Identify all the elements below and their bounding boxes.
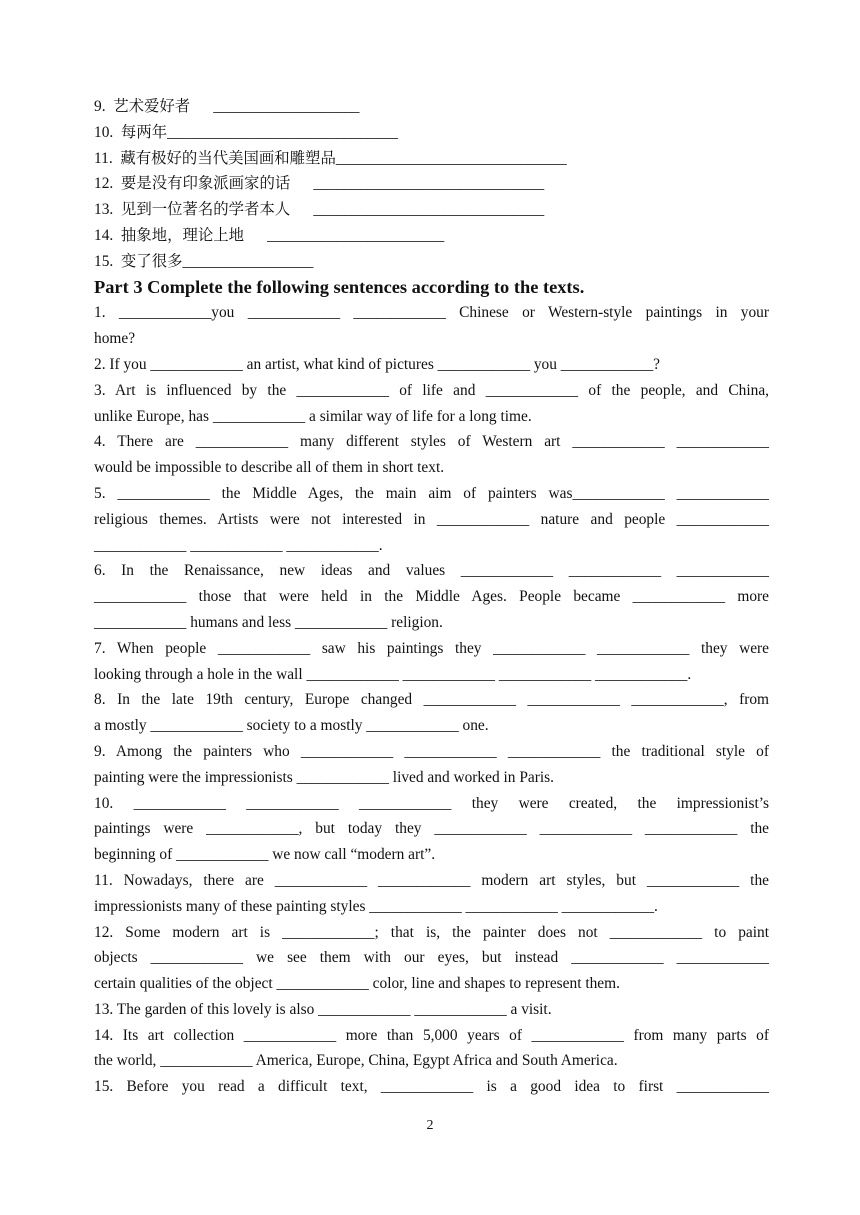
- part3-sentences: [94, 300, 769, 1100]
- part3-line: 11. Nowadays, there are ____________ ____________ modern art styles, but ____________ the: [94, 871, 769, 889]
- part3-line: religious themes. Artists were not interested in ____________ nature and people ____________: [94, 510, 769, 528]
- part3-line: 10. ____________ ____________ ____________ they were created, the impressionist’s: [94, 794, 769, 812]
- part3-line: 7. When people ____________ saw his paintings they ____________ ____________ they were: [94, 639, 769, 657]
- part3-heading: Part 3 Complete the following sentences according to the texts.: [94, 276, 585, 297]
- part3-line: 3. Art is influenced by the ____________ of life and ____________ of the people, and China,: [94, 381, 769, 399]
- part3-line: objects ____________ we see them with our eyes, but instead ____________ ____________: [94, 949, 769, 967]
- part3-line: certain qualities of the object ____________ color, line and shapes to represent them.: [94, 975, 620, 993]
- part2-item-12: 12. 要是没有印象派画家的话 ______________________________: [94, 175, 545, 193]
- part3-line: 2. If you ____________ an artist, what kind of pictures ____________ you ____________?: [94, 355, 660, 373]
- part2-item-14: 14. 抽象地，理论上地 _______________________: [94, 226, 445, 244]
- part2-item-10: 10. 每两年______________________________: [94, 123, 398, 141]
- part3-line: 14. Its art collection ____________ more than 5,000 years of ____________ from many parts of: [94, 1026, 769, 1044]
- part3-line: beginning of ____________ we now call “modern art”.: [94, 846, 436, 864]
- part2-item-13: 13. 见到一位著名的学者本人 ______________________________: [94, 201, 545, 219]
- worksheet-page: [94, 94, 769, 1100]
- part3-line: 4. There are ____________ many different styles of Western art ____________ ____________: [94, 433, 769, 451]
- part3-line: ____________ humans and less ____________ religion.: [94, 613, 443, 631]
- part3-line: ____________ ____________ ____________.: [94, 536, 383, 554]
- part3-line: the world, ____________ America, Europe, China, Egypt Africa and South America.: [94, 1052, 618, 1070]
- part3-line: 15. Before you read a difficult text, ____________ is a good idea to first ____________: [94, 1078, 769, 1096]
- part3-line: 9. Among the painters who ____________ ____________ ____________ the traditional style of: [94, 742, 769, 760]
- part3-line: impressionists many of these painting styles ____________ ____________ ____________.: [94, 897, 658, 915]
- part3-line: 8. In the late 19th century, Europe changed ____________ ____________ ____________, from: [94, 691, 769, 709]
- part3-line: 13. The garden of this lovely is also ____________ ____________ a visit.: [94, 1000, 552, 1018]
- page-number: 2: [426, 1118, 434, 1133]
- part2-list: [94, 94, 769, 275]
- part3-line: a mostly ____________ society to a mostly ____________ one.: [94, 717, 489, 735]
- part3-line: looking through a hole in the wall ____________ ____________ ____________ ____________.: [94, 665, 692, 683]
- part2-item-11: 11. 藏有极好的当代美国画和雕塑品______________________________: [94, 149, 567, 167]
- part3-line: 6. In the Renaissance, new ideas and values ____________ ____________ ____________: [94, 562, 769, 580]
- part3-line: ____________ those that were held in the Middle Ages. People became ____________ more: [94, 588, 769, 606]
- part3-line: 1. ____________you ____________ ____________ Chinese or Western-style paintings in your: [94, 304, 769, 322]
- part3-line: would be impossible to describe all of them in short text.: [94, 459, 445, 477]
- part2-item-15: 15. 变了很多_________________: [94, 252, 314, 270]
- part3-line: 12. Some modern art is ____________; that is, the painter does not ____________ to paint: [94, 923, 769, 941]
- part3-line: 5. ____________ the Middle Ages, the main aim of painters was____________ ____________: [94, 484, 769, 502]
- part2-item-9: 9. 艺术爱好者 ___________________: [94, 98, 360, 115]
- part3-line: paintings were ____________, but today they ____________ ____________ ____________ the: [94, 820, 769, 838]
- part3-line: painting were the impressionists ____________ lived and worked in Paris.: [94, 768, 554, 786]
- part3-line: unlike Europe, has ____________ a similar way of life for a long time.: [94, 407, 532, 425]
- part3-line: home?: [94, 330, 136, 348]
